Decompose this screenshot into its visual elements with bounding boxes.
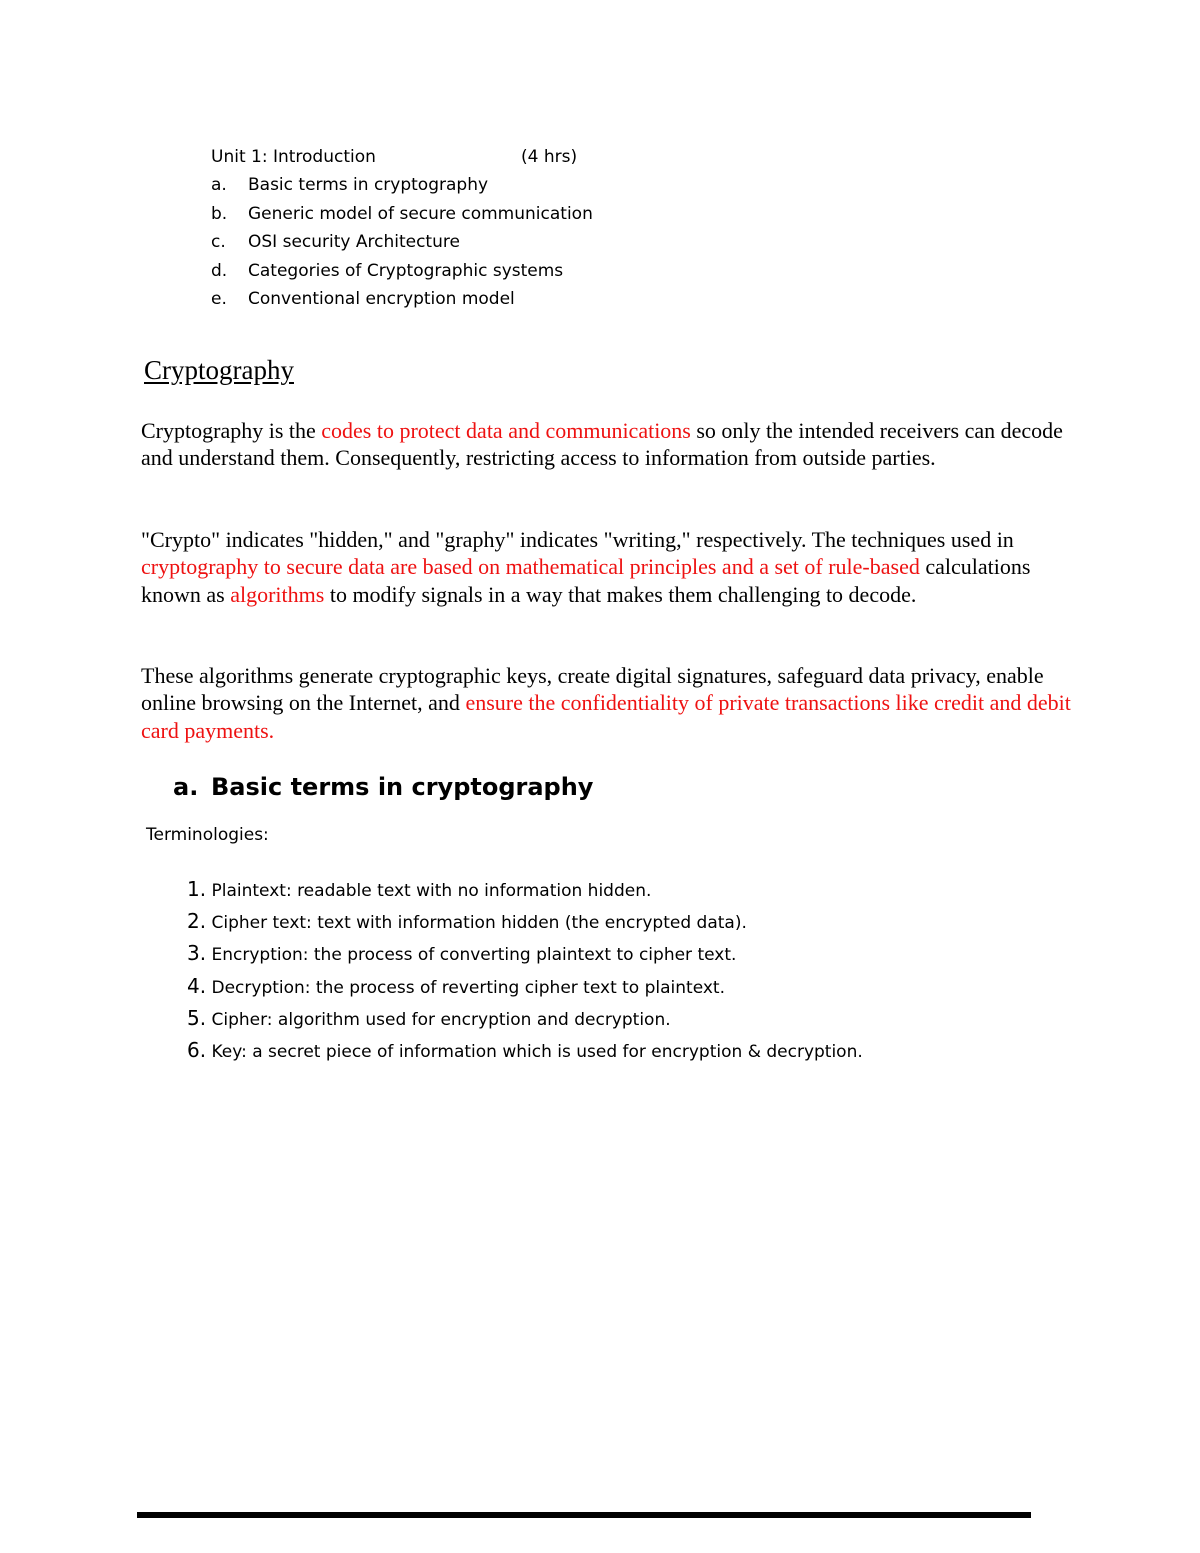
list-number: 5. <box>187 1005 207 1030</box>
unit-topic-marker: d. <box>211 260 228 281</box>
highlighted-text: ensure the confidentiality of private transactions like credit and debit card payments. <box>141 690 1071 743</box>
list-item <box>187 873 863 905</box>
cryptography-etymology-paragraph <box>141 526 1071 608</box>
list-item <box>187 905 863 937</box>
highlighted-text: algorithms <box>230 581 325 607</box>
highlighted-text: cryptography to secure data are based on mathematical principles and a set of rule-based <box>141 554 920 580</box>
unit-title: Unit 1: Introduction <box>211 147 376 167</box>
cryptography-heading: Cryptography <box>144 355 294 385</box>
unit-topic-text: OSI security Architecture <box>248 232 460 253</box>
unit-topic-item <box>211 228 631 256</box>
basic-terms-marker: a. <box>173 773 199 801</box>
unit-topic-marker: b. <box>211 203 228 224</box>
list-number: 3. <box>187 941 207 966</box>
list-item <box>187 970 863 1002</box>
paragraph-text: calculations known as <box>141 554 1031 607</box>
basic-terms-heading <box>173 773 593 801</box>
unit-topic-text: Generic model of secure communication <box>248 203 593 224</box>
list-text: Plaintext: readable text with no information hidden. <box>206 881 652 901</box>
unit-topic-marker: a. <box>211 175 227 196</box>
unit-topic-text: Basic terms in cryptography <box>248 175 489 196</box>
cryptography-uses-paragraph <box>141 662 1071 744</box>
paragraph-text: "Crypto" indicates "hidden," and "graphy" indicates "writing," respectively. The techniques used in <box>141 527 1014 552</box>
footer-divider <box>137 1512 1031 1518</box>
paragraph-text: to modify signals in a way that makes them challenging to decode. <box>324 581 917 607</box>
unit-outline <box>211 143 631 313</box>
highlighted-text: codes to protect data and communications <box>321 418 691 443</box>
list-item <box>187 937 863 969</box>
list-number: 6. <box>187 1037 207 1062</box>
unit-hours: (4 hrs) <box>521 147 578 167</box>
list-text: Key: a secret piece of information which is used for encryption & decryption. <box>206 1041 863 1062</box>
list-text: Decryption: the process of reverting cipher text to plaintext. <box>206 977 725 998</box>
unit-title-row <box>211 143 631 171</box>
terminology-list <box>187 873 863 1066</box>
list-text: Cipher: algorithm used for encryption and decryption. <box>206 1009 671 1030</box>
list-number: 1. <box>187 877 207 901</box>
unit-topic-item <box>211 200 631 228</box>
list-item <box>187 1002 863 1034</box>
list-item <box>187 1034 863 1066</box>
unit-topic-item <box>211 171 631 199</box>
unit-topic-marker: e. <box>211 288 227 309</box>
terminologies-label: Terminologies: <box>146 825 269 845</box>
unit-topic-text: Conventional encryption model <box>248 288 515 309</box>
list-number: 4. <box>187 973 207 998</box>
cryptography-definition-paragraph <box>141 417 1071 472</box>
list-text: Encryption: the process of converting plaintext to cipher text. <box>206 945 737 966</box>
paragraph-text: so only the intended receivers can decode and understand them. Consequently, restricting access to information from outside parties. <box>141 418 1063 471</box>
paragraph-text: These algorithms generate cryptographic keys, create digital signatures, safeguard data privacy, enable online browsing on the Internet, and <box>141 663 1044 716</box>
list-number: 2. <box>187 909 207 934</box>
unit-topic-marker: c. <box>211 232 226 253</box>
unit-topic-item <box>211 257 631 285</box>
list-text: Cipher text: text with information hidden (the encrypted data). <box>206 913 747 934</box>
paragraph-text: Cryptography is the <box>141 418 322 443</box>
unit-topic-item <box>211 285 631 313</box>
basic-terms-title: Basic terms in cryptography <box>211 773 594 801</box>
unit-topic-text: Categories of Cryptographic systems <box>248 260 564 281</box>
